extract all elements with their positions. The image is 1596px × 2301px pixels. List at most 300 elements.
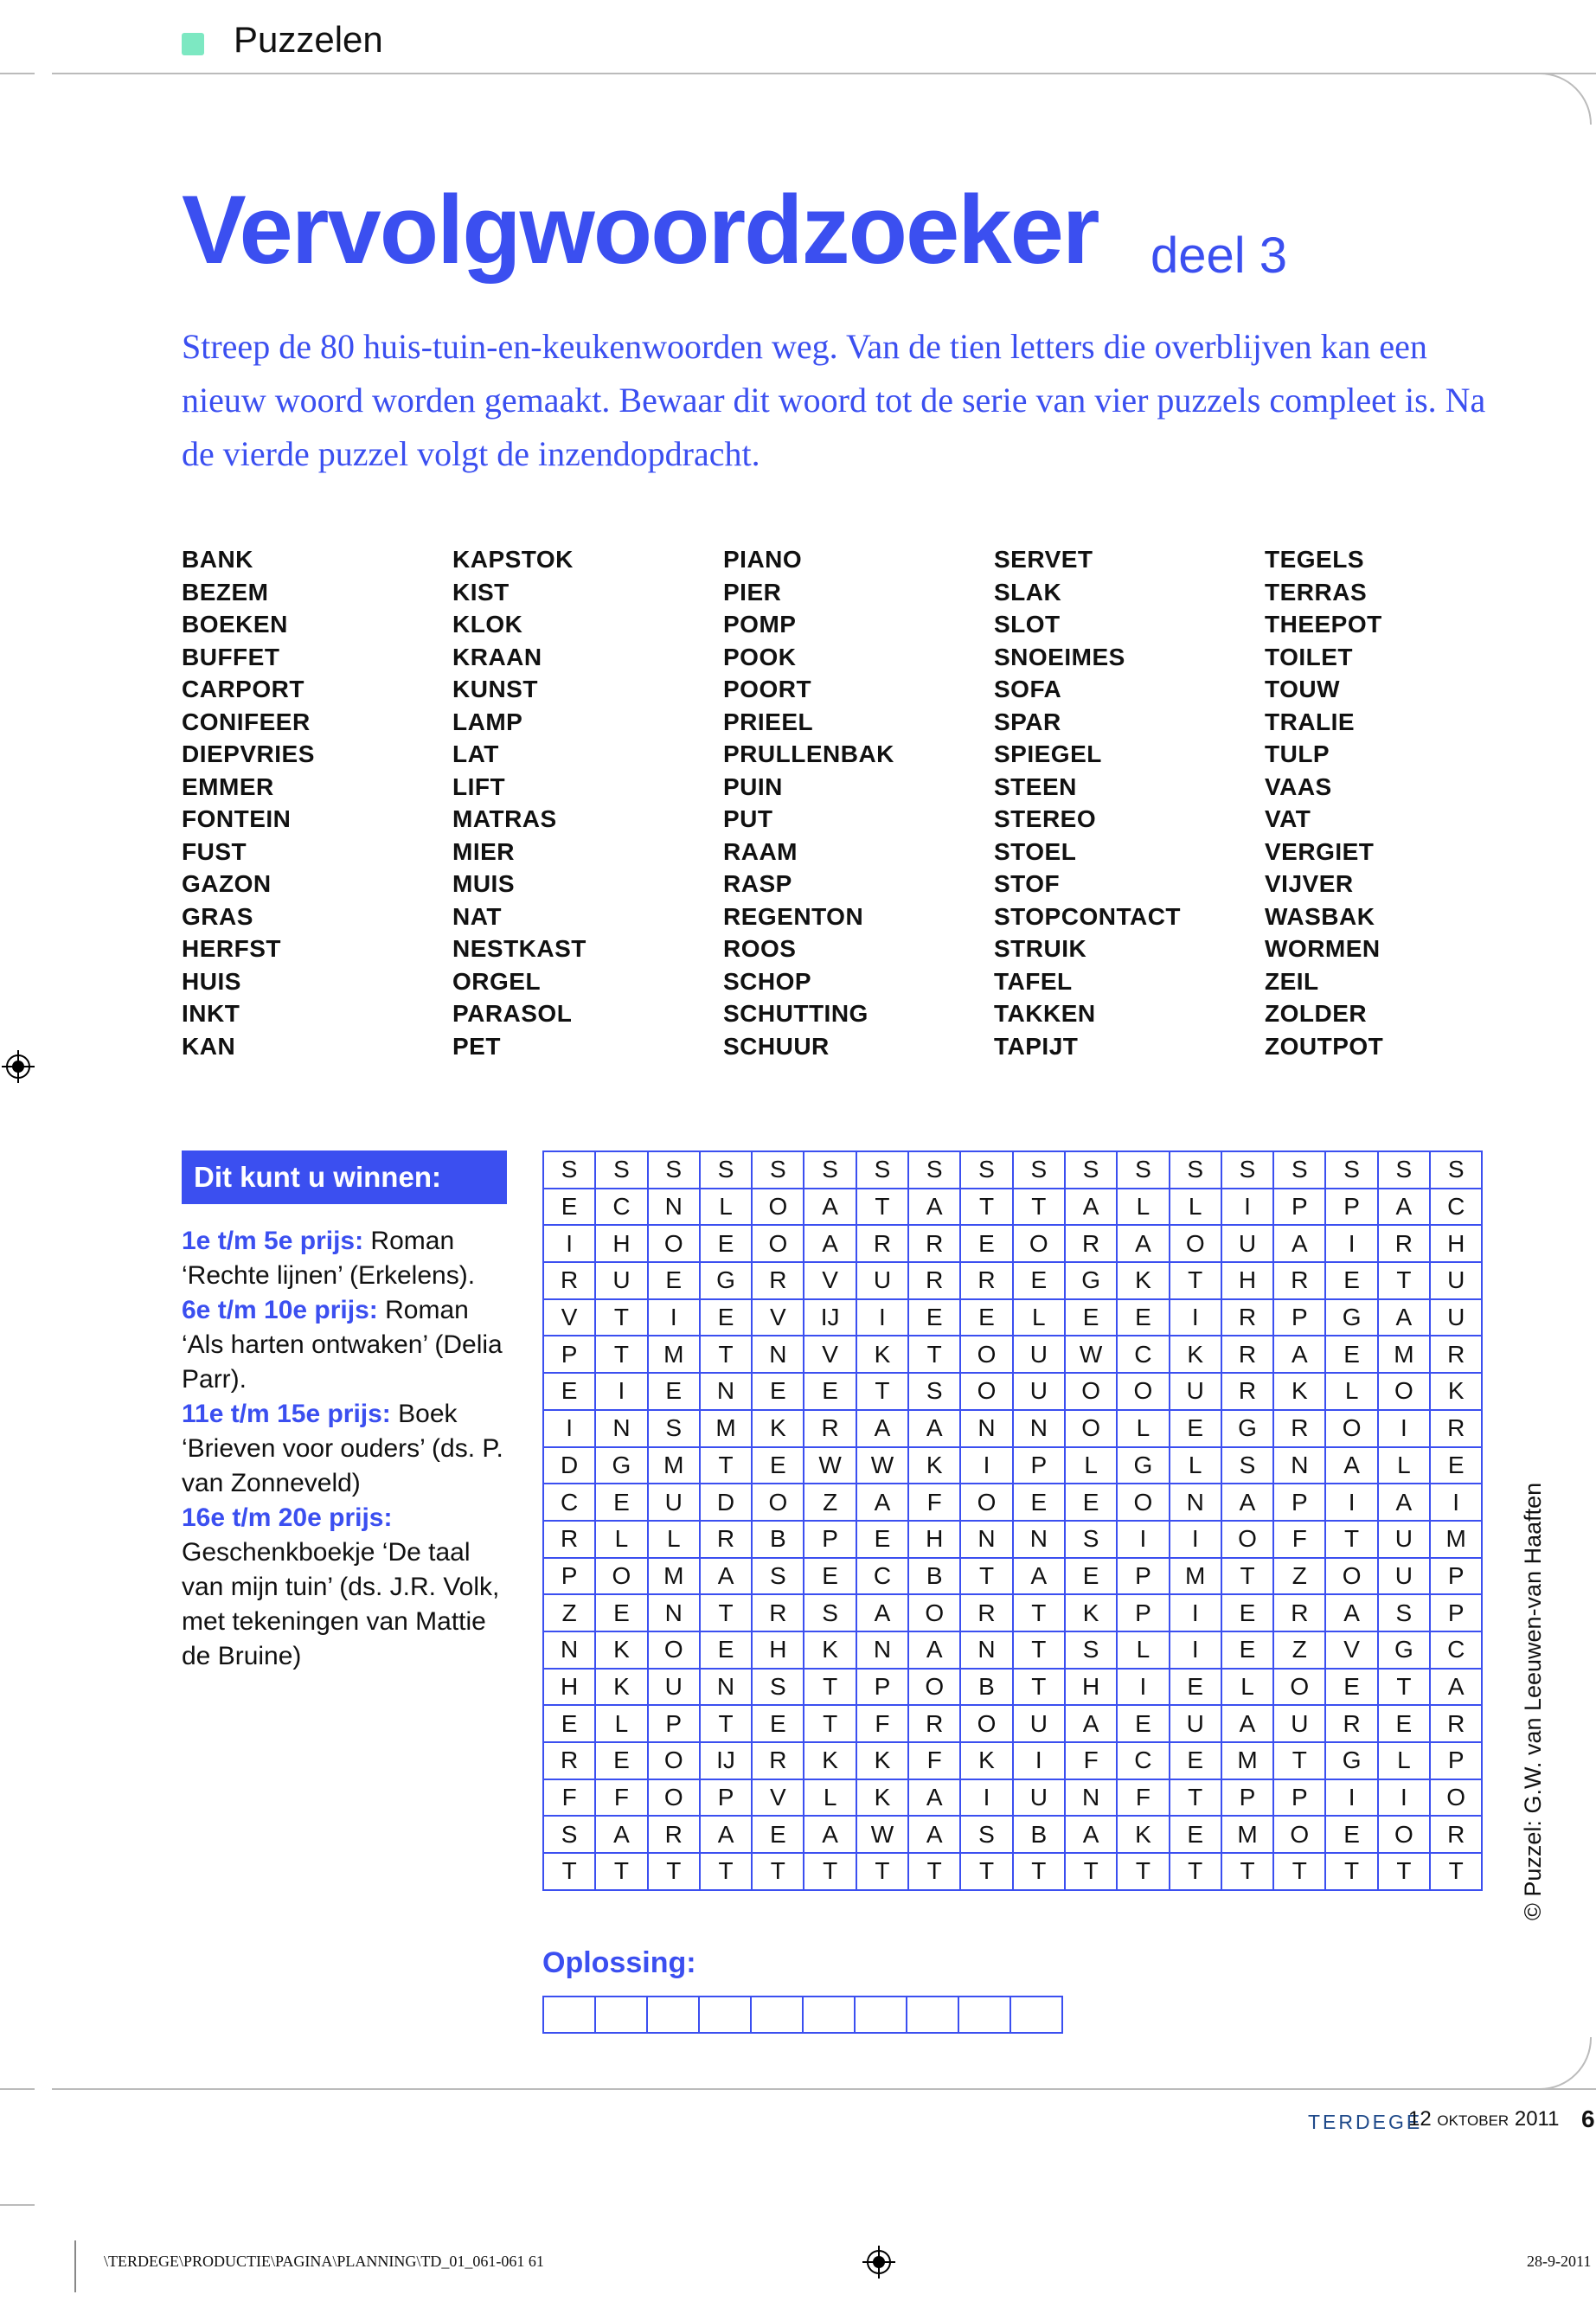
grid-cell[interactable]: T xyxy=(1221,1558,1273,1595)
grid-cell[interactable]: S xyxy=(752,1558,804,1595)
grid-cell[interactable]: U xyxy=(1013,1705,1065,1742)
grid-cell[interactable]: U xyxy=(648,1484,700,1521)
grid-cell[interactable]: O xyxy=(1117,1484,1169,1521)
grid-cell[interactable]: L xyxy=(595,1705,647,1742)
grid-cell[interactable]: F xyxy=(1065,1742,1117,1779)
grid-cell[interactable]: F xyxy=(856,1705,908,1742)
grid-cell[interactable]: O xyxy=(908,1594,960,1631)
grid-cell[interactable]: T xyxy=(1378,1853,1430,1890)
grid-cell[interactable]: A xyxy=(908,1816,960,1853)
grid-cell[interactable]: T xyxy=(804,1705,856,1742)
grid-cell[interactable]: IJ xyxy=(804,1299,856,1336)
grid-cell[interactable]: S xyxy=(595,1151,647,1189)
grid-cell[interactable]: R xyxy=(752,1742,804,1779)
grid-cell[interactable]: A xyxy=(908,1189,960,1226)
grid-cell[interactable]: S xyxy=(1378,1594,1430,1631)
grid-cell[interactable]: T xyxy=(700,1594,752,1631)
grid-cell[interactable]: U xyxy=(1430,1262,1482,1299)
grid-cell[interactable]: R xyxy=(543,1521,595,1558)
grid-cell[interactable]: U xyxy=(1170,1705,1221,1742)
grid-cell[interactable]: H xyxy=(543,1669,595,1706)
grid-cell[interactable]: M xyxy=(700,1410,752,1447)
grid-cell[interactable]: S xyxy=(1430,1151,1482,1189)
grid-cell[interactable]: K xyxy=(1117,1262,1169,1299)
grid-cell[interactable]: O xyxy=(960,1484,1012,1521)
grid-cell[interactable]: S xyxy=(908,1373,960,1410)
grid-cell[interactable]: T xyxy=(1013,1631,1065,1669)
grid-cell[interactable]: P xyxy=(856,1669,908,1706)
grid-cell[interactable]: G xyxy=(1378,1631,1430,1669)
grid-cell[interactable]: U xyxy=(1221,1225,1273,1262)
grid-cell[interactable]: T xyxy=(804,1669,856,1706)
grid-cell[interactable]: D xyxy=(700,1484,752,1521)
grid-cell[interactable]: S xyxy=(752,1669,804,1706)
grid-cell[interactable]: S xyxy=(1221,1447,1273,1484)
grid-cell[interactable]: E xyxy=(595,1484,647,1521)
grid-cell[interactable]: L xyxy=(1170,1189,1221,1226)
grid-cell[interactable]: L xyxy=(1117,1410,1169,1447)
grid-cell[interactable]: U xyxy=(1378,1558,1430,1595)
grid-cell[interactable]: A xyxy=(908,1779,960,1817)
grid-cell[interactable]: E xyxy=(856,1521,908,1558)
grid-cell[interactable]: A xyxy=(856,1484,908,1521)
grid-cell[interactable]: H xyxy=(1065,1669,1117,1706)
grid-cell[interactable]: I xyxy=(543,1410,595,1447)
grid-cell[interactable]: U xyxy=(1430,1299,1482,1336)
grid-cell[interactable]: A xyxy=(856,1410,908,1447)
grid-cell[interactable]: P xyxy=(1273,1299,1325,1336)
grid-cell[interactable]: V xyxy=(804,1336,856,1373)
grid-cell[interactable]: O xyxy=(1430,1779,1482,1817)
grid-cell[interactable]: T xyxy=(700,1447,752,1484)
grid-cell[interactable]: R xyxy=(1430,1336,1482,1373)
grid-cell[interactable]: E xyxy=(1378,1705,1430,1742)
grid-cell[interactable]: L xyxy=(1221,1669,1273,1706)
grid-cell[interactable]: A xyxy=(700,1816,752,1853)
grid-cell[interactable]: E xyxy=(804,1558,856,1595)
grid-cell[interactable]: E xyxy=(1325,1669,1377,1706)
grid-cell[interactable]: I xyxy=(1325,1779,1377,1817)
grid-cell[interactable]: G xyxy=(1325,1299,1377,1336)
grid-cell[interactable]: O xyxy=(1170,1225,1221,1262)
grid-cell[interactable]: E xyxy=(1170,1816,1221,1853)
grid-cell[interactable]: A xyxy=(595,1816,647,1853)
grid-cell[interactable]: E xyxy=(1065,1558,1117,1595)
grid-cell[interactable]: T xyxy=(1221,1853,1273,1890)
grid-cell[interactable]: M xyxy=(1221,1742,1273,1779)
grid-cell[interactable]: P xyxy=(1430,1594,1482,1631)
grid-cell[interactable]: I xyxy=(1430,1484,1482,1521)
grid-cell[interactable]: I xyxy=(1325,1484,1377,1521)
grid-cell[interactable]: K xyxy=(595,1669,647,1706)
grid-cell[interactable]: E xyxy=(700,1225,752,1262)
grid-cell[interactable]: K xyxy=(960,1742,1012,1779)
grid-cell[interactable]: N xyxy=(1273,1447,1325,1484)
grid-cell[interactable]: E xyxy=(1325,1262,1377,1299)
grid-cell[interactable]: C xyxy=(1430,1189,1482,1226)
grid-cell[interactable]: G xyxy=(1117,1447,1169,1484)
grid-cell[interactable]: A xyxy=(1065,1705,1117,1742)
grid-cell[interactable]: A xyxy=(804,1225,856,1262)
grid-cell[interactable]: P xyxy=(1221,1779,1273,1817)
grid-cell[interactable]: M xyxy=(1221,1816,1273,1853)
grid-cell[interactable]: I xyxy=(595,1373,647,1410)
grid-cell[interactable]: M xyxy=(648,1558,700,1595)
grid-cell[interactable]: E xyxy=(960,1299,1012,1336)
grid-cell[interactable]: G xyxy=(700,1262,752,1299)
grid-cell[interactable]: I xyxy=(1378,1410,1430,1447)
grid-cell[interactable]: R xyxy=(960,1594,1012,1631)
grid-cell[interactable]: T xyxy=(856,1189,908,1226)
grid-cell[interactable]: B xyxy=(1013,1816,1065,1853)
grid-cell[interactable]: P xyxy=(1013,1447,1065,1484)
grid-cell[interactable]: I xyxy=(1221,1189,1273,1226)
grid-cell[interactable]: I xyxy=(960,1447,1012,1484)
grid-cell[interactable]: N xyxy=(700,1373,752,1410)
grid-cell[interactable]: A xyxy=(1273,1225,1325,1262)
grid-cell[interactable]: A xyxy=(804,1189,856,1226)
grid-cell[interactable]: E xyxy=(543,1705,595,1742)
grid-cell[interactable]: E xyxy=(1065,1484,1117,1521)
grid-cell[interactable]: E xyxy=(700,1631,752,1669)
grid-cell[interactable]: P xyxy=(1117,1594,1169,1631)
grid-cell[interactable]: U xyxy=(1170,1373,1221,1410)
grid-cell[interactable]: E xyxy=(1170,1410,1221,1447)
grid-cell[interactable]: R xyxy=(648,1816,700,1853)
grid-cell[interactable]: C xyxy=(1117,1336,1169,1373)
grid-cell[interactable]: S xyxy=(908,1151,960,1189)
grid-cell[interactable]: B xyxy=(908,1558,960,1595)
grid-cell[interactable]: E xyxy=(543,1189,595,1226)
grid-cell[interactable]: L xyxy=(1117,1631,1169,1669)
grid-cell[interactable]: A xyxy=(1325,1447,1377,1484)
grid-cell[interactable]: O xyxy=(595,1558,647,1595)
grid-cell[interactable]: E xyxy=(595,1594,647,1631)
grid-cell[interactable]: O xyxy=(1221,1521,1273,1558)
grid-cell[interactable]: R xyxy=(1221,1336,1273,1373)
grid-cell[interactable]: L xyxy=(648,1521,700,1558)
grid-cell[interactable]: S xyxy=(752,1151,804,1189)
grid-cell[interactable]: A xyxy=(1221,1705,1273,1742)
grid-cell[interactable]: IJ xyxy=(700,1742,752,1779)
grid-cell[interactable]: I xyxy=(1013,1742,1065,1779)
solution-box[interactable] xyxy=(958,1996,1011,2034)
grid-cell[interactable]: I xyxy=(1378,1779,1430,1817)
grid-cell[interactable]: C xyxy=(856,1558,908,1595)
solution-box[interactable] xyxy=(542,1996,596,2034)
grid-cell[interactable]: P xyxy=(1273,1484,1325,1521)
grid-cell[interactable]: A xyxy=(1065,1189,1117,1226)
grid-cell[interactable]: O xyxy=(1013,1225,1065,1262)
grid-cell[interactable]: K xyxy=(856,1336,908,1373)
grid-cell[interactable]: S xyxy=(543,1151,595,1189)
grid-cell[interactable]: M xyxy=(648,1336,700,1373)
grid-cell[interactable]: A xyxy=(1430,1669,1482,1706)
grid-cell[interactable]: S xyxy=(856,1151,908,1189)
grid-cell[interactable]: R xyxy=(752,1262,804,1299)
grid-cell[interactable]: S xyxy=(1065,1521,1117,1558)
grid-cell[interactable]: F xyxy=(908,1484,960,1521)
grid-cell[interactable]: R xyxy=(856,1225,908,1262)
grid-cell[interactable]: O xyxy=(1065,1373,1117,1410)
grid-cell[interactable]: S xyxy=(648,1410,700,1447)
grid-cell[interactable]: L xyxy=(700,1189,752,1226)
grid-cell[interactable]: T xyxy=(1325,1521,1377,1558)
grid-cell[interactable]: R xyxy=(752,1594,804,1631)
grid-cell[interactable]: P xyxy=(804,1521,856,1558)
grid-cell[interactable]: E xyxy=(1325,1816,1377,1853)
grid-cell[interactable]: S xyxy=(1013,1151,1065,1189)
grid-cell[interactable]: T xyxy=(1170,1262,1221,1299)
grid-cell[interactable]: N xyxy=(648,1189,700,1226)
grid-cell[interactable]: P xyxy=(648,1705,700,1742)
grid-cell[interactable]: O xyxy=(752,1189,804,1226)
grid-cell[interactable]: R xyxy=(543,1742,595,1779)
grid-cell[interactable]: A xyxy=(1378,1484,1430,1521)
grid-cell[interactable]: I xyxy=(960,1779,1012,1817)
grid-cell[interactable]: F xyxy=(543,1779,595,1817)
grid-cell[interactable]: K xyxy=(908,1447,960,1484)
grid-cell[interactable]: W xyxy=(1065,1336,1117,1373)
grid-cell[interactable]: T xyxy=(1013,1669,1065,1706)
grid-cell[interactable]: V xyxy=(1325,1631,1377,1669)
grid-cell[interactable]: T xyxy=(960,1853,1012,1890)
grid-cell[interactable]: R xyxy=(1273,1262,1325,1299)
grid-cell[interactable]: E xyxy=(648,1262,700,1299)
grid-cell[interactable]: T xyxy=(1117,1853,1169,1890)
grid-cell[interactable]: S xyxy=(1065,1151,1117,1189)
grid-cell[interactable]: T xyxy=(543,1853,595,1890)
grid-cell[interactable]: R xyxy=(908,1705,960,1742)
grid-cell[interactable]: T xyxy=(804,1853,856,1890)
grid-cell[interactable]: S xyxy=(700,1151,752,1189)
grid-cell[interactable]: T xyxy=(1430,1853,1482,1890)
grid-cell[interactable]: O xyxy=(648,1742,700,1779)
grid-cell[interactable]: H xyxy=(595,1225,647,1262)
grid-cell[interactable]: N xyxy=(1065,1779,1117,1817)
grid-cell[interactable]: S xyxy=(1273,1151,1325,1189)
grid-cell[interactable]: A xyxy=(908,1410,960,1447)
grid-cell[interactable]: M xyxy=(648,1447,700,1484)
grid-cell[interactable]: T xyxy=(700,1853,752,1890)
grid-cell[interactable]: I xyxy=(1170,1299,1221,1336)
grid-cell[interactable]: T xyxy=(700,1336,752,1373)
grid-cell[interactable]: R xyxy=(1325,1705,1377,1742)
grid-cell[interactable]: P xyxy=(543,1558,595,1595)
grid-cell[interactable]: E xyxy=(1117,1705,1169,1742)
grid-cell[interactable]: E xyxy=(752,1373,804,1410)
grid-cell[interactable]: P xyxy=(1273,1779,1325,1817)
grid-cell[interactable]: R xyxy=(1430,1705,1482,1742)
grid-cell[interactable]: Z xyxy=(1273,1558,1325,1595)
solution-box[interactable] xyxy=(1010,1996,1063,2034)
grid-cell[interactable]: H xyxy=(1430,1225,1482,1262)
grid-cell[interactable]: C xyxy=(1430,1631,1482,1669)
grid-cell[interactable]: U xyxy=(856,1262,908,1299)
grid-cell[interactable]: I xyxy=(543,1225,595,1262)
solution-box[interactable] xyxy=(698,1996,752,2034)
grid-cell[interactable]: N xyxy=(960,1521,1012,1558)
grid-cell[interactable]: A xyxy=(1221,1484,1273,1521)
grid-cell[interactable]: T xyxy=(1273,1742,1325,1779)
grid-cell[interactable]: V xyxy=(752,1779,804,1817)
grid-cell[interactable]: O xyxy=(648,1225,700,1262)
grid-cell[interactable]: E xyxy=(700,1299,752,1336)
grid-cell[interactable]: U xyxy=(648,1669,700,1706)
grid-cell[interactable]: P xyxy=(1273,1189,1325,1226)
grid-cell[interactable]: I xyxy=(1170,1631,1221,1669)
grid-cell[interactable]: R xyxy=(804,1410,856,1447)
grid-cell[interactable]: S xyxy=(804,1594,856,1631)
grid-cell[interactable]: O xyxy=(648,1779,700,1817)
grid-cell[interactable]: T xyxy=(1273,1853,1325,1890)
grid-cell[interactable]: T xyxy=(908,1336,960,1373)
grid-cell[interactable]: N xyxy=(960,1410,1012,1447)
grid-cell[interactable]: O xyxy=(1065,1410,1117,1447)
grid-cell[interactable]: N xyxy=(595,1410,647,1447)
grid-cell[interactable]: L xyxy=(1378,1742,1430,1779)
grid-cell[interactable]: M xyxy=(1170,1558,1221,1595)
grid-cell[interactable]: A xyxy=(1378,1299,1430,1336)
solution-box[interactable] xyxy=(646,1996,700,2034)
grid-cell[interactable]: K xyxy=(752,1410,804,1447)
grid-cell[interactable]: B xyxy=(960,1669,1012,1706)
grid-cell[interactable]: N xyxy=(752,1336,804,1373)
grid-cell[interactable]: R xyxy=(908,1262,960,1299)
grid-cell[interactable]: T xyxy=(1325,1853,1377,1890)
grid-cell[interactable]: R xyxy=(543,1262,595,1299)
grid-cell[interactable]: I xyxy=(856,1299,908,1336)
grid-cell[interactable]: C xyxy=(1117,1742,1169,1779)
grid-cell[interactable]: E xyxy=(1430,1447,1482,1484)
grid-cell[interactable]: E xyxy=(1221,1594,1273,1631)
grid-cell[interactable]: C xyxy=(543,1484,595,1521)
grid-cell[interactable]: I xyxy=(648,1299,700,1336)
grid-cell[interactable]: E xyxy=(752,1816,804,1853)
grid-cell[interactable]: K xyxy=(856,1779,908,1817)
grid-cell[interactable]: T xyxy=(1065,1853,1117,1890)
grid-cell[interactable]: E xyxy=(648,1373,700,1410)
grid-cell[interactable]: A xyxy=(1325,1594,1377,1631)
grid-cell[interactable]: F xyxy=(1117,1779,1169,1817)
grid-cell[interactable]: T xyxy=(1013,1853,1065,1890)
grid-cell[interactable]: N xyxy=(543,1631,595,1669)
grid-cell[interactable]: L xyxy=(1170,1447,1221,1484)
grid-cell[interactable]: F xyxy=(908,1742,960,1779)
grid-cell[interactable]: A xyxy=(1013,1558,1065,1595)
grid-cell[interactable]: I xyxy=(1170,1521,1221,1558)
grid-cell[interactable]: R xyxy=(960,1262,1012,1299)
grid-cell[interactable]: O xyxy=(908,1669,960,1706)
grid-cell[interactable]: R xyxy=(1221,1299,1273,1336)
grid-cell[interactable]: O xyxy=(1325,1558,1377,1595)
grid-cell[interactable]: V xyxy=(752,1299,804,1336)
grid-cell[interactable]: S xyxy=(960,1151,1012,1189)
grid-cell[interactable]: U xyxy=(1378,1521,1430,1558)
grid-cell[interactable]: E xyxy=(804,1373,856,1410)
grid-cell[interactable]: T xyxy=(700,1705,752,1742)
grid-cell[interactable]: T xyxy=(856,1853,908,1890)
grid-cell[interactable]: Z xyxy=(804,1484,856,1521)
solution-box[interactable] xyxy=(906,1996,959,2034)
grid-cell[interactable]: V xyxy=(543,1299,595,1336)
grid-cell[interactable]: S xyxy=(960,1816,1012,1853)
grid-cell[interactable]: T xyxy=(960,1189,1012,1226)
grid-cell[interactable]: A xyxy=(1117,1225,1169,1262)
grid-cell[interactable]: F xyxy=(1273,1521,1325,1558)
grid-cell[interactable]: A xyxy=(700,1558,752,1595)
grid-cell[interactable]: B xyxy=(752,1521,804,1558)
grid-cell[interactable]: M xyxy=(1430,1521,1482,1558)
grid-cell[interactable]: K xyxy=(1117,1816,1169,1853)
grid-cell[interactable]: L xyxy=(1378,1447,1430,1484)
grid-cell[interactable]: U xyxy=(1013,1336,1065,1373)
grid-cell[interactable]: G xyxy=(1325,1742,1377,1779)
grid-cell[interactable]: E xyxy=(1221,1631,1273,1669)
grid-cell[interactable]: T xyxy=(856,1373,908,1410)
grid-cell[interactable]: Z xyxy=(1273,1631,1325,1669)
solution-box[interactable] xyxy=(594,1996,648,2034)
grid-cell[interactable]: T xyxy=(908,1853,960,1890)
grid-cell[interactable]: T xyxy=(1013,1189,1065,1226)
grid-cell[interactable]: C xyxy=(595,1189,647,1226)
solution-box[interactable] xyxy=(802,1996,856,2034)
grid-cell[interactable]: K xyxy=(804,1631,856,1669)
grid-cell[interactable]: K xyxy=(804,1742,856,1779)
grid-cell[interactable]: N xyxy=(960,1631,1012,1669)
grid-cell[interactable]: T xyxy=(648,1853,700,1890)
grid-cell[interactable]: T xyxy=(595,1299,647,1336)
grid-cell[interactable]: K xyxy=(856,1742,908,1779)
grid-cell[interactable]: R xyxy=(1273,1594,1325,1631)
grid-cell[interactable]: P xyxy=(700,1779,752,1817)
grid-cell[interactable]: O xyxy=(648,1631,700,1669)
grid-cell[interactable]: E xyxy=(1117,1299,1169,1336)
grid-cell[interactable]: S xyxy=(1378,1151,1430,1189)
grid-cell[interactable]: E xyxy=(1013,1484,1065,1521)
grid-cell[interactable]: A xyxy=(804,1816,856,1853)
grid-cell[interactable]: S xyxy=(648,1151,700,1189)
grid-cell[interactable]: R xyxy=(908,1225,960,1262)
grid-cell[interactable]: L xyxy=(1325,1373,1377,1410)
grid-cell[interactable]: E xyxy=(1013,1262,1065,1299)
grid-cell[interactable]: L xyxy=(1065,1447,1117,1484)
grid-cell[interactable]: P xyxy=(1430,1558,1482,1595)
grid-cell[interactable]: T xyxy=(1170,1779,1221,1817)
grid-cell[interactable]: N xyxy=(1013,1521,1065,1558)
grid-cell[interactable]: E xyxy=(543,1373,595,1410)
grid-cell[interactable]: U xyxy=(595,1262,647,1299)
grid-cell[interactable]: T xyxy=(960,1558,1012,1595)
grid-cell[interactable]: U xyxy=(1273,1705,1325,1742)
grid-cell[interactable]: E xyxy=(752,1705,804,1742)
grid-cell[interactable]: I xyxy=(1325,1225,1377,1262)
grid-cell[interactable]: N xyxy=(1013,1410,1065,1447)
grid-cell[interactable]: N xyxy=(1170,1484,1221,1521)
grid-cell[interactable]: O xyxy=(1325,1410,1377,1447)
grid-cell[interactable]: A xyxy=(1378,1189,1430,1226)
grid-cell[interactable]: O xyxy=(960,1705,1012,1742)
grid-cell[interactable]: R xyxy=(1430,1410,1482,1447)
grid-cell[interactable]: G xyxy=(1065,1262,1117,1299)
grid-cell[interactable]: I xyxy=(1117,1669,1169,1706)
grid-cell[interactable]: R xyxy=(1378,1225,1430,1262)
grid-cell[interactable]: E xyxy=(595,1742,647,1779)
grid-cell[interactable]: O xyxy=(1378,1816,1430,1853)
grid-cell[interactable]: K xyxy=(1430,1373,1482,1410)
grid-cell[interactable]: E xyxy=(1170,1669,1221,1706)
grid-cell[interactable]: A xyxy=(1273,1336,1325,1373)
